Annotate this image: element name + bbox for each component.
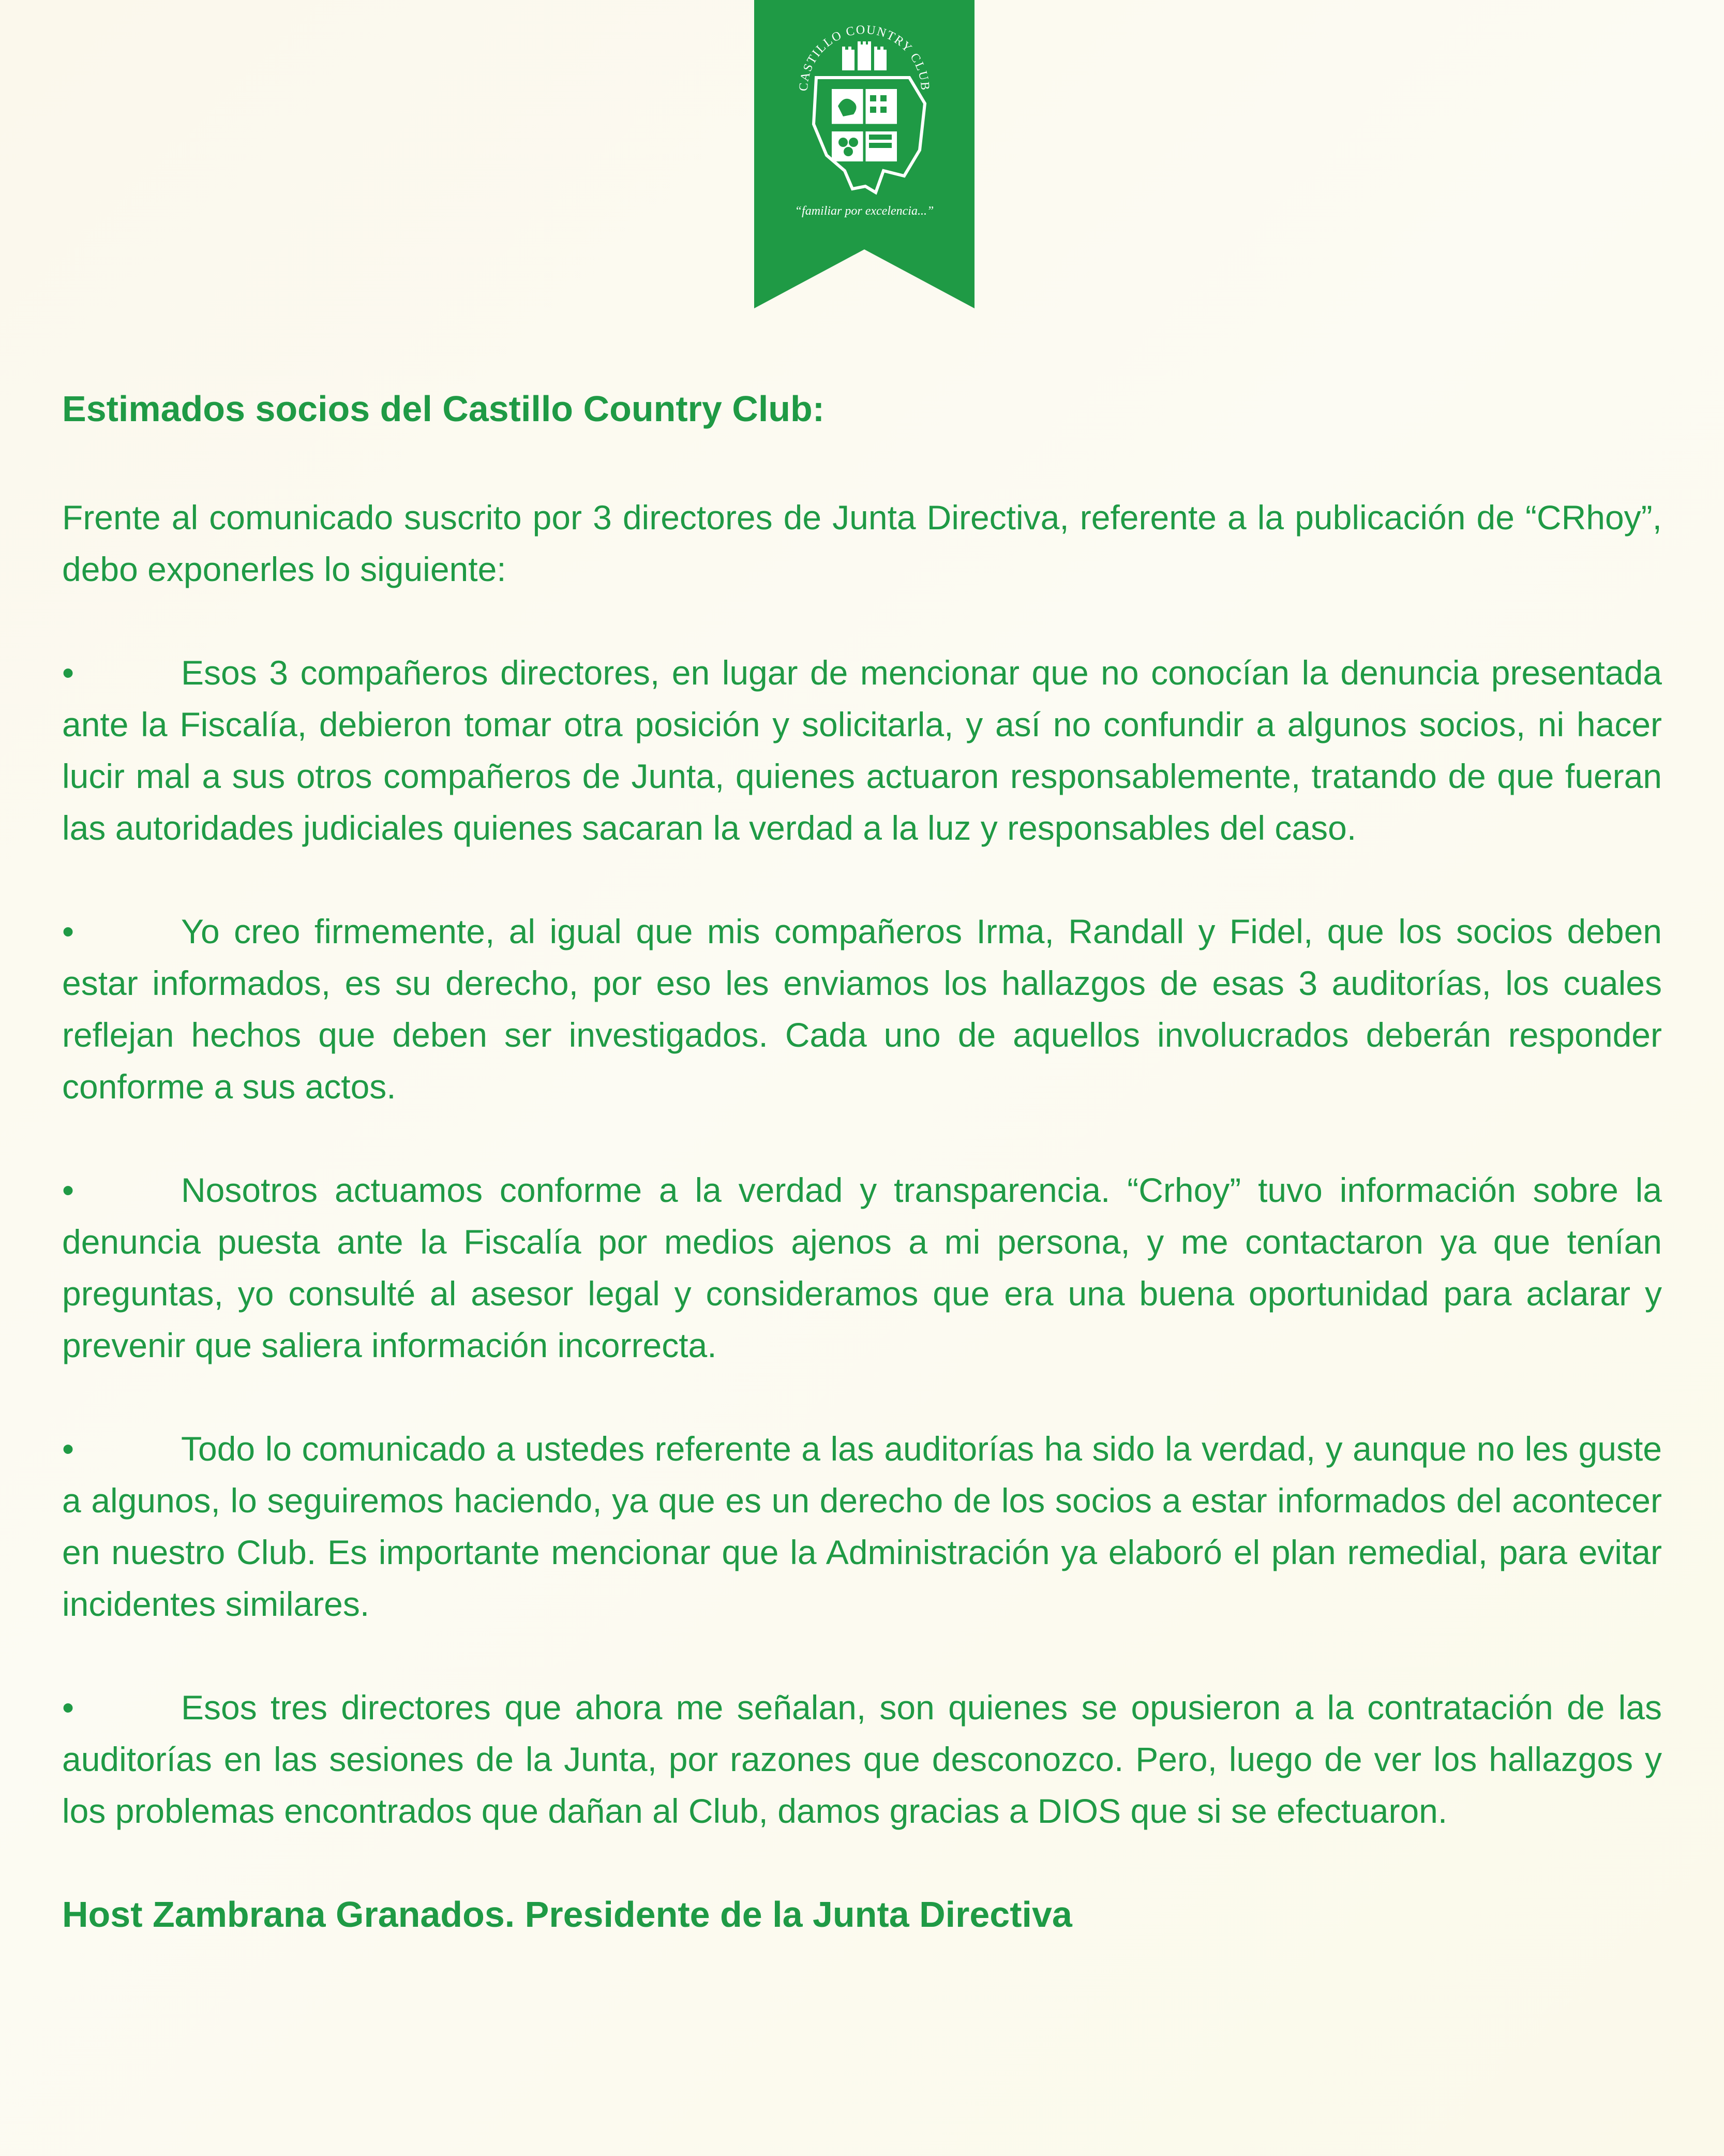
list-item: [62, 647, 1662, 854]
intro-paragraph: Frente al comunicado suscrito por 3 directores de Junta Directiva, referente a la publicación de “CRhoy”, debo exponerles lo siguiente:: [62, 498, 1662, 588]
logo-motto: “familiar por excelencia...”: [794, 204, 934, 218]
bullet: •: [62, 1171, 74, 1209]
list-item: [62, 905, 1662, 1112]
bullet: •: [62, 1430, 74, 1468]
points-list: [62, 647, 1662, 1837]
signature: Host Zambrana Granados. Presidente de la Junta Directiva: [62, 1894, 1072, 1935]
point-text: Esos 3 compañeros directores, en lugar de mencionar que no conocían la denuncia presentada ante la Fiscalía, debieron tomar otra posición y solicitarla, y así no confundir a algunos socios, ni hacer lucir mal a sus otros compañeros de Junta, quienes actuaron responsablemente, tratando de que fueran las autoridades judiciales quienes sacaran la verdad a la luz y responsables del caso.: [62, 653, 1662, 847]
letter-body: [62, 383, 1662, 1940]
point-text: Nosotros actuamos conforme a la verdad y transparencia. “Crhoy” tuvo información sobre la denuncia puesta ante la Fiscalía por medios ajenos a mi persona, y me contactaron ya que tenían preguntas, yo consulté al asesor legal y consideramos que era una buena oportunidad para aclarar y prevenir que saliera información incorrecta.: [62, 1171, 1662, 1364]
logo-name-text: CASTILLO COUNTRY CLUB: [797, 23, 932, 92]
crest-icon: [754, 0, 975, 308]
bullet: •: [62, 912, 74, 950]
bullet: •: [62, 1688, 74, 1727]
point-text: Yo creo firmemente, al igual que mis compañeros Irma, Randall y Fidel, que los socios deben estar informados, es su derecho, por eso les enviamos los hallazgos de esas 3 auditorías, los cuales reflejan hechos que deben ser investigados. Cada uno de aquellos involucrados deberán responder conforme a sus actos.: [62, 912, 1662, 1106]
greeting: Estimados socios del Castillo Country Club:: [62, 389, 825, 429]
point-text: Esos tres directores que ahora me señalan, son quienes se opusieron a la contratación de las auditorías en las sesiones de la Junta, por razones que desconozco. Pero, luego de ver los hallazgos y los problemas encontrados que dañan al Club, damos gracias a DIOS que si se efectuaron.: [62, 1688, 1662, 1830]
list-item: [62, 1682, 1662, 1837]
list-item: [62, 1423, 1662, 1630]
club-logo-banner: [754, 0, 975, 308]
list-item: [62, 1164, 1662, 1371]
point-text: Todo lo comunicado a ustedes referente a las auditorías ha sido la verdad, y aunque no les guste a algunos, lo seguiremos haciendo, ya que es un derecho de los socios a estar informados del acontecer en nuestro Club. Es importante mencionar que la Administración ya elaboró el plan remedial, para evitar incidentes similares.: [62, 1430, 1662, 1623]
bullet: •: [62, 653, 74, 692]
